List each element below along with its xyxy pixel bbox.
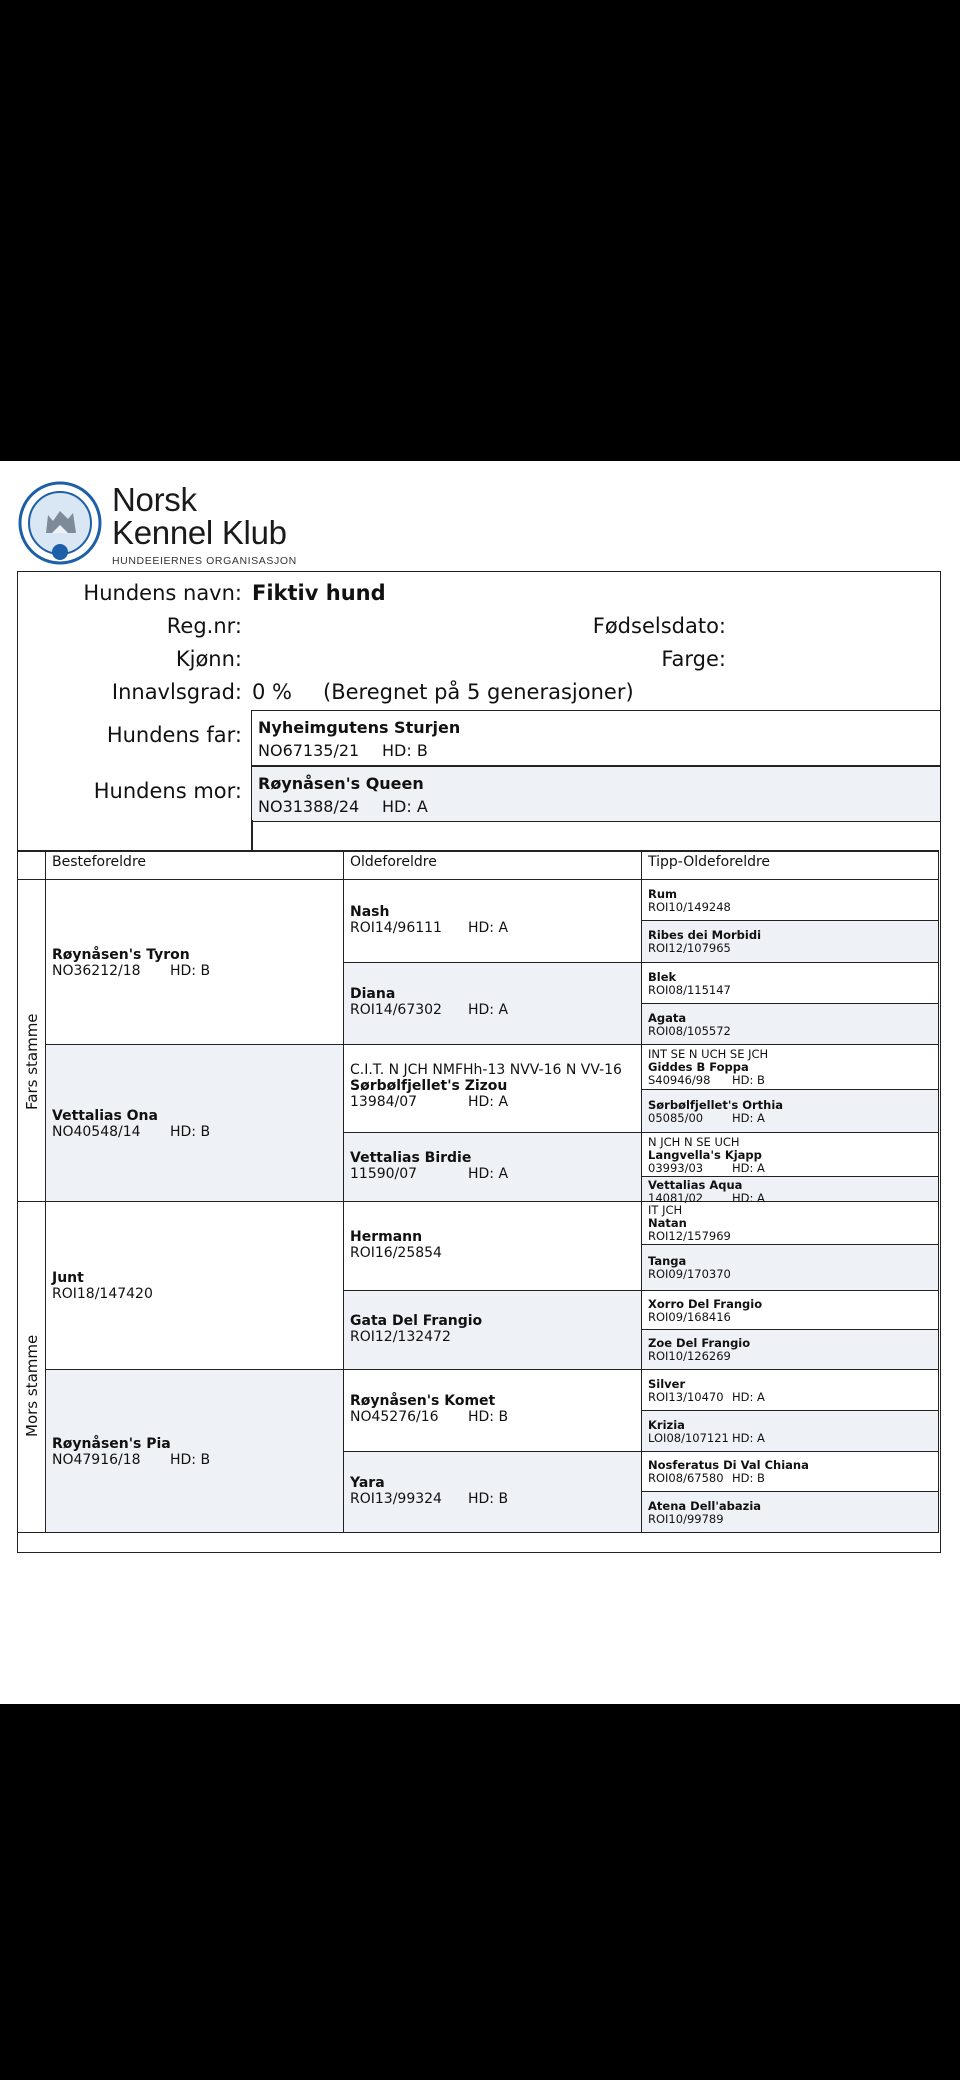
grandparent-cell	[46, 1202, 344, 1370]
great-great-grandparent-hd: HD: A	[732, 1389, 765, 1404]
great-grandparent-hd: HD: A	[468, 919, 509, 936]
great-grandparent-name: Yara	[350, 1474, 385, 1491]
great-great-grandparent-reg-line	[648, 1472, 938, 1485]
great-grandparent-name: Nash	[350, 903, 390, 920]
great-grandparent-titles: C.I.T. N JCH NMFHh-13 NVV-16 N VV-16	[350, 1062, 622, 1078]
great-grandparent-reg-line	[350, 1094, 640, 1110]
grandparent-name: Vettalias Ona	[52, 1107, 158, 1124]
great-great-grandparent-reg: ROI10/126269	[648, 1349, 731, 1363]
great-great-grandparent-reg: ROI12/157969	[648, 1229, 731, 1243]
great-great-grandparent-name: Blek	[648, 969, 677, 984]
name-label: Hundens navn:	[83, 581, 242, 605]
brand	[112, 483, 297, 567]
mother-hd: HD: A	[382, 797, 428, 816]
great-grandparent-reg: ROI13/99324	[350, 1490, 442, 1507]
great-great-grandparent-reg-line	[648, 1162, 938, 1175]
reg-label: Reg.nr:	[166, 614, 242, 638]
great-great-grandparent-name: Tanga	[648, 1254, 687, 1268]
sex-row	[18, 646, 918, 672]
grandparent-reg: NO36212/18	[52, 962, 141, 979]
father-hd: HD: B	[382, 741, 428, 760]
grandparent-hd: HD: B	[170, 1451, 211, 1468]
header-corner	[18, 850, 46, 880]
great-grandparent-hd: HD: B	[468, 1409, 509, 1425]
grandparent-name: Røynåsen's Pia	[52, 1435, 171, 1452]
great-grandparent-reg-line	[350, 1002, 640, 1018]
great-grandparent-cell	[344, 1133, 642, 1202]
great-grandparent-cell	[344, 880, 642, 963]
side-label-mother: Mors stamme	[23, 1334, 41, 1437]
great-great-grandparent-cell	[642, 1004, 939, 1045]
great-great-grandparent-reg-line	[648, 1230, 938, 1243]
great-great-grandparent-cell	[642, 1370, 939, 1411]
great-great-grandparent-reg: ROI08/115147	[648, 982, 731, 997]
great-great-grandparent-reg: S40946/98	[648, 1073, 711, 1087]
sex-label: Kjønn:	[175, 647, 242, 671]
col-header-great-great-grandparents: Tipp-Oldeforeldre	[642, 850, 939, 880]
great-great-grandparent-reg: ROI09/168416	[648, 1309, 731, 1324]
great-grandparent-reg-line	[350, 1491, 640, 1507]
great-great-grandparent-reg-line	[648, 1025, 938, 1038]
side-label-father: Fars stamme	[23, 1013, 41, 1110]
grandparent-reg-line	[52, 1452, 332, 1468]
great-great-grandparent-name: Vettalias Aqua	[648, 1178, 743, 1192]
great-grandparent-hd: HD: A	[468, 1002, 509, 1018]
grandparent-reg-line	[52, 1286, 332, 1302]
col-header-grandparents: Besteforeldre	[46, 850, 344, 880]
inbreeding-value: 0 %	[252, 680, 292, 704]
divider	[251, 820, 253, 850]
brand-line1: Norsk	[112, 481, 197, 518]
great-grandparent-name: Vettalias Birdie	[350, 1149, 472, 1166]
great-great-grandparent-reg-line	[648, 1432, 938, 1445]
great-grandparent-reg: ROI14/96111	[350, 919, 442, 936]
great-great-grandparent-reg: 03993/03	[648, 1160, 704, 1175]
great-great-grandparent-cell	[642, 963, 939, 1004]
great-great-grandparent-name: Sørbølfjellet's Orthia	[648, 1097, 784, 1112]
great-great-grandparent-cell	[642, 1411, 939, 1452]
great-grandparent-reg-line	[350, 1245, 640, 1261]
great-grandparent-reg: ROI14/67302	[350, 1002, 442, 1018]
great-grandparent-hd: HD: A	[468, 1094, 509, 1110]
great-great-grandparent-cell	[642, 1090, 939, 1133]
great-great-grandparent-name: Langvella's Kjapp	[648, 1147, 762, 1162]
father-label: Hundens far:	[106, 723, 242, 747]
great-great-grandparent-hd: HD: A	[732, 1110, 765, 1125]
col-header-great-grandparents: Oldeforeldre	[344, 850, 642, 880]
grandparent-name: Røynåsen's Tyron	[52, 946, 190, 963]
great-grandparent-reg-line	[350, 1166, 640, 1182]
great-great-grandparent-reg-line	[648, 1350, 938, 1363]
great-grandparent-reg-line	[350, 920, 640, 936]
great-grandparent-cell	[344, 1045, 642, 1133]
great-great-grandparent-reg: ROI10/149248	[648, 899, 731, 914]
grandparent-reg: NO40548/14	[52, 1123, 141, 1140]
name-row	[18, 580, 918, 606]
great-grandparent-name: Gata Del Frangio	[350, 1312, 483, 1329]
pedigree-page	[0, 461, 960, 1704]
grandparent-reg: NO47916/18	[52, 1451, 141, 1468]
great-great-grandparent-reg: ROI08/105572	[648, 1023, 731, 1038]
grandparent-cell	[46, 1045, 344, 1202]
great-great-grandparent-reg-line	[648, 1112, 938, 1125]
great-great-grandparent-cell	[642, 1492, 939, 1533]
brand-line2: Kennel Klub	[112, 514, 287, 551]
grandparent-reg-line	[52, 963, 332, 979]
great-great-grandparent-titles: N JCH N SE UCH	[648, 1134, 740, 1149]
dog-name: Fiktiv hund	[252, 581, 386, 605]
pedigree-grid	[18, 850, 939, 1553]
great-grandparent-reg: ROI16/25854	[350, 1244, 442, 1261]
great-great-grandparent-hd: HD: A	[732, 1430, 765, 1445]
great-great-grandparent-name: Zoe Del Frangio	[648, 1336, 751, 1350]
great-great-grandparent-reg: LOI08/107121	[648, 1430, 729, 1445]
nkk-logo-icon	[18, 481, 102, 565]
color-label: Farge:	[661, 647, 726, 671]
great-great-grandparent-titles: IT JCH	[648, 1203, 683, 1217]
side-label-mother-cell	[18, 1202, 46, 1533]
great-great-grandparent-reg-line	[648, 1074, 938, 1087]
mother-name: Røynåsen's Queen	[258, 774, 424, 793]
mother-reg: NO31388/24	[258, 797, 360, 816]
great-grandparent-cell	[344, 1291, 642, 1370]
great-great-grandparent-reg-line	[648, 1268, 938, 1281]
birth-label: Fødselsdato:	[592, 614, 726, 638]
inbreeding-label: Innavlsgrad:	[111, 680, 242, 704]
great-great-grandparent-name: Agata	[648, 1010, 687, 1025]
father-box	[251, 710, 941, 766]
inbreeding-note: (Beregnet på 5 generasjoner)	[323, 680, 634, 704]
great-great-grandparent-cell	[642, 1177, 939, 1205]
grandparent-name: Junt	[52, 1270, 84, 1286]
great-grandparent-cell	[344, 1370, 642, 1452]
mother-label: Hundens mor:	[93, 779, 242, 803]
great-grandparent-name: Sørbølfjellet's Zizou	[350, 1078, 508, 1094]
grandparent-reg-line	[52, 1124, 332, 1140]
great-grandparent-reg-line	[350, 1329, 640, 1345]
grandparent-hd: HD: B	[170, 962, 211, 979]
reg-row	[18, 613, 918, 639]
great-great-grandparent-cell	[642, 1245, 939, 1291]
great-great-grandparent-name: Giddes B Foppa	[648, 1060, 749, 1074]
great-great-grandparent-name: Ribes dei Morbidi	[648, 928, 762, 942]
inbreeding-row	[18, 679, 918, 705]
great-great-grandparent-name: Rum	[648, 886, 678, 901]
great-great-grandparent-reg-line	[648, 942, 938, 955]
great-grandparent-name: Røynåsen's Komet	[350, 1393, 496, 1409]
brand-subtitle: HUNDEEIERNES ORGANISASJON	[112, 555, 297, 567]
great-great-grandparent-cell	[642, 1133, 939, 1177]
great-grandparent-cell	[344, 1202, 642, 1291]
great-great-grandparent-cell	[642, 1045, 939, 1090]
great-grandparent-reg-line	[350, 1409, 640, 1425]
great-great-grandparent-reg: 14081/02	[648, 1191, 704, 1205]
great-grandparent-reg: 11590/07	[350, 1165, 418, 1182]
grandparent-cell	[46, 1370, 344, 1533]
great-great-grandparent-hd: HD: B	[732, 1471, 765, 1485]
great-great-grandparent-reg: ROI08/67580	[648, 1471, 724, 1485]
great-great-grandparent-reg: ROI13/10470	[648, 1389, 724, 1404]
great-great-grandparent-name: Natan	[648, 1216, 687, 1230]
great-great-grandparent-cell	[642, 1330, 939, 1370]
grandparent-reg: ROI18/147420	[52, 1286, 153, 1302]
great-great-grandparent-hd: HD: B	[732, 1073, 765, 1087]
great-great-grandparent-reg-line	[648, 984, 938, 997]
great-grandparent-reg: 13984/07	[350, 1094, 418, 1110]
father-reg: NO67135/21	[258, 741, 360, 760]
great-great-grandparent-hd: HD: A	[732, 1191, 765, 1205]
great-grandparent-cell	[344, 1452, 642, 1533]
great-grandparent-cell	[344, 963, 642, 1045]
great-grandparent-reg: NO45276/16	[350, 1409, 439, 1425]
great-great-grandparent-cell	[642, 880, 939, 921]
great-great-grandparent-name: Silver	[648, 1376, 686, 1391]
great-great-grandparent-reg-line	[648, 1311, 938, 1324]
pedigree-frame	[17, 571, 941, 1553]
great-great-grandparent-reg: ROI09/170370	[648, 1267, 731, 1281]
great-grandparent-hd: HD: B	[468, 1490, 509, 1507]
great-great-grandparent-name: Atena Dell'abazia	[648, 1498, 762, 1513]
great-great-grandparent-cell	[642, 1202, 939, 1245]
mother-box	[251, 766, 941, 822]
great-great-grandparent-cell	[642, 921, 939, 963]
great-grandparent-reg: ROI12/132472	[350, 1328, 451, 1345]
side-label-father-cell	[18, 880, 46, 1202]
great-great-grandparent-reg: ROI10/99789	[648, 1511, 724, 1526]
great-grandparent-name: Diana	[350, 986, 396, 1002]
great-great-grandparent-reg: ROI12/107965	[648, 941, 731, 955]
great-great-grandparent-name: Nosferatus Di Val Chiana	[648, 1458, 809, 1472]
great-great-grandparent-reg-line	[648, 901, 938, 914]
great-great-grandparent-cell	[642, 1291, 939, 1330]
great-great-grandparent-reg-line	[648, 1513, 938, 1526]
great-grandparent-name: Hermann	[350, 1228, 423, 1245]
grandparent-hd: HD: B	[170, 1123, 211, 1140]
great-great-grandparent-cell	[642, 1452, 939, 1492]
great-grandparent-hd: HD: A	[468, 1165, 509, 1182]
great-great-grandparent-titles: INT SE N UCH SE JCH	[648, 1047, 769, 1061]
great-great-grandparent-reg: 05085/00	[648, 1110, 704, 1125]
father-name: Nyheimgutens Sturjen	[258, 718, 461, 737]
great-great-grandparent-hd: HD: A	[732, 1160, 765, 1175]
great-great-grandparent-reg-line	[648, 1391, 938, 1404]
great-great-grandparent-name: Krizia	[648, 1417, 685, 1432]
great-great-grandparent-name: Xorro Del Frangio	[648, 1296, 763, 1311]
grandparent-cell	[46, 880, 344, 1045]
